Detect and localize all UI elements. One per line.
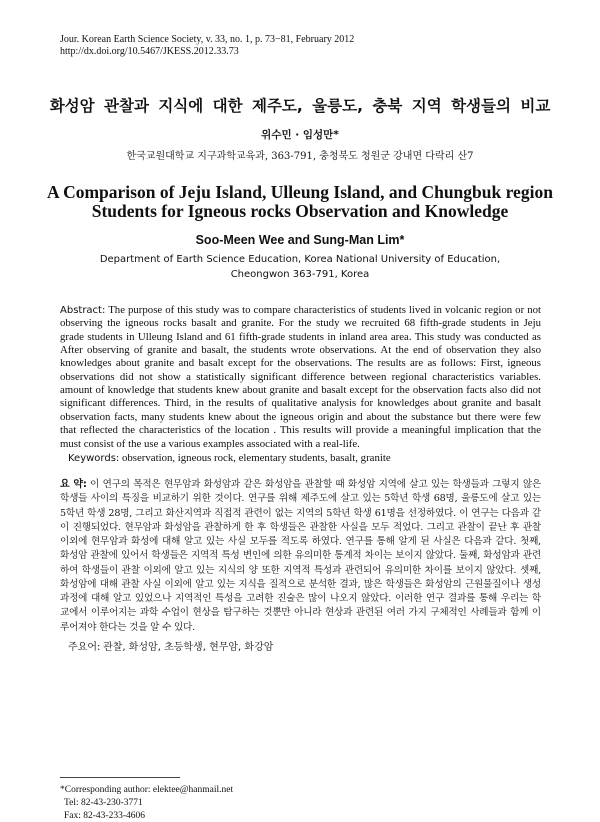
- abstract-line: [60, 396, 541, 410]
- abstract-line-text: 과정에 대해 알고 있었으나 지역적인 특성을 고려한 진술은 많이 나오지 않았다. 이러한 연구 결과를 통해 우리는 학: [60, 593, 541, 604]
- abstract-line-text: 교에서 이루어지는 과학 수업이 현상을 탐구하는 것뿐만 아니라 현상과 관련된 여러 가지 구체적인 사례들과 함께 이: [60, 607, 541, 619]
- department-line: Cheongwon 363-791, Korea: [230, 269, 370, 280]
- abstract-line-text: significant differences. Third, in the results of qualitative analysis for knowledges about granite and basalt: [60, 397, 541, 410]
- abstract-line-text: 화성암 관찰에 있어서 학생들은 지역적 특성 변인에 의한 유의미한 통계적 차이는 보이지 않았다. 둘째, 화성암과 관련: [60, 550, 541, 562]
- telephone: Tel: 82-43-230-3771: [64, 798, 143, 808]
- abstract-line: [60, 423, 541, 437]
- abstract-line-text: 이 진행되었다. 현무암과 화성암을 관찰하게 한 후 학생들은 관찰한 사실을 모두 적었다. 그리고 관찰이 끝난 후 관찰: [60, 521, 541, 533]
- abstract-line: [60, 507, 541, 521]
- abstract-line: [60, 437, 541, 451]
- korean-authors: 위수민 · 임성만*: [261, 129, 339, 141]
- abstract-line-text: must consist of the use a various examples associated with a real-life.: [60, 437, 360, 450]
- keywords-text: 관찰, 화성암, 초등학생, 현무암, 화강암: [103, 642, 274, 653]
- korean-title: 화성암 관찰과 지식에 대한 제주도, 울릉도, 충북 지역 학생들의 비교: [49, 97, 551, 115]
- department-line: Department of Earth Science Education, Korea National University of Education,: [99, 254, 501, 265]
- abstract-line-text: grade students in Ulleung Island and 61 fifth-grade students in inland area area. This study was conducted as: [60, 330, 541, 343]
- abstract-line: [60, 521, 541, 535]
- abstract-line-text: 이외에 현무암과 화성에 대해 알고 있는 사실 모두를 적도록 하였다. 연구를 통해 알게 된 사실은 다음과 같다. 첫째,: [60, 536, 541, 547]
- abstract-line-text: observation facts, many students knew about the igneous origin and about the substance but there were few: [60, 410, 541, 423]
- abstract-line: [60, 478, 541, 492]
- abstract-line: [60, 621, 541, 635]
- abstract-line: [60, 303, 541, 317]
- abstract-line: [60, 343, 541, 357]
- abstract-line: [60, 492, 541, 506]
- keywords-label: 주요어:: [68, 642, 101, 653]
- korean-keywords: [68, 638, 273, 653]
- abstract-line-text: knowledges about granite and basalt except for the observations. The results are as follows: First, igneous: [60, 357, 541, 370]
- footnote-divider: [60, 777, 180, 778]
- abstract-line: [60, 410, 541, 424]
- abstract-line: [60, 606, 541, 620]
- abstract-line-text: 루어져야 한다는 것을 알 수 있다.: [60, 621, 195, 633]
- abstract-line: [60, 383, 541, 397]
- abstract-line: [60, 356, 541, 370]
- abstract-line: [60, 578, 541, 592]
- abstract-line: [60, 316, 541, 330]
- journal-citation: Jour. Korean Earth Science Society, v. 33, no. 1, p. 73−81, February 2012: [60, 34, 355, 45]
- abstract-line-text: 화성암에 대해 관찰 사실 이외에 알고 있는 지식을 질적으로 분석한 결과, 많은 학생들은 화성암의 근원물질이나 생성: [60, 578, 541, 590]
- corresponding-author: *Corresponding author: elektee@hanmail.net: [60, 785, 234, 795]
- abstract-line-text: observing the igneous rocks basalt and granite. For the study we recruited 68 fifth-grade students in Jeju: [60, 317, 541, 330]
- abstract-line-text: observations did not show a statistically significant difference between regional characteristics variables.: [60, 370, 541, 383]
- abstract-line: [60, 549, 541, 563]
- english-title-line: A Comparison of Jeju Island, Ulleung Island, and Chungbuk region: [47, 182, 553, 202]
- abstract-line-text: amount of knowledge that students knew about granite and basalt except for the observation facts also did not: [60, 384, 541, 397]
- keywords-label: Keywords:: [68, 453, 120, 464]
- english-title-line: Students for Igneous rocks Observation and Knowledge: [91, 201, 509, 221]
- english-authors: Soo-Meen Wee and Sung-Man Lim*: [195, 233, 405, 247]
- korean-affiliation: 한국교원대학교 지구과학교육과, 363-791, 충청북도 청원군 강내면 다락리 산7: [126, 151, 474, 162]
- abstract-line: [60, 564, 541, 578]
- abstract-line-text: that reflected the characteristics of the location . This results will provide a meaningful implication that the: [60, 424, 541, 437]
- fax: Fax: 82-43-233-4606: [64, 811, 146, 821]
- abstract-label: 요 약:: [60, 479, 87, 490]
- abstract-line-text: 5학년 학생 28명, 그리고 화산지역과 직접적 관련이 없는 지역의 5학년 학생 61명을 선정하였다. 이 연구는 다음과 같: [60, 507, 541, 519]
- abstract-line-text: 학생들 사이의 특징을 비교하기 위한 것이다. 연구를 위해 제주도에 살고 있는 5학년 학생 68명, 울릉도에 살고 있는: [60, 493, 541, 505]
- abstract-line: [60, 592, 541, 606]
- abstract-line: [60, 535, 541, 549]
- abstract-line: [60, 330, 541, 344]
- english-keywords: [68, 452, 391, 464]
- abstract-line-text: After observing of granite and basalt, the students wrote observations. At the end of observation they also: [60, 344, 541, 357]
- abstract-line-text: The purpose of this study was to compare characteristics of students lived in volcanic region or not: [108, 304, 541, 316]
- doi-link[interactable]: http://dx.doi.org/10.5467/JKESS.2012.33.73: [60, 46, 239, 57]
- keywords-text: observation, igneous rock, elementary students, basalt, granite: [122, 452, 391, 464]
- abstract-line-text: 이 연구의 목적은 현무암과 화성암과 같은 화성암을 관찰할 때 화성암 지역에 살고 있는 학생들과 그렇지 않은: [90, 479, 541, 490]
- abstract-line-text: 하여 학생들이 관찰 이외에 알고 있는 지식의 양 또한 지역적 특성과 관련되어 유의미한 차이를 보이지 않았다. 셋째,: [60, 564, 541, 576]
- abstract-label: Abstract:: [60, 305, 106, 316]
- abstract-line: [60, 370, 541, 384]
